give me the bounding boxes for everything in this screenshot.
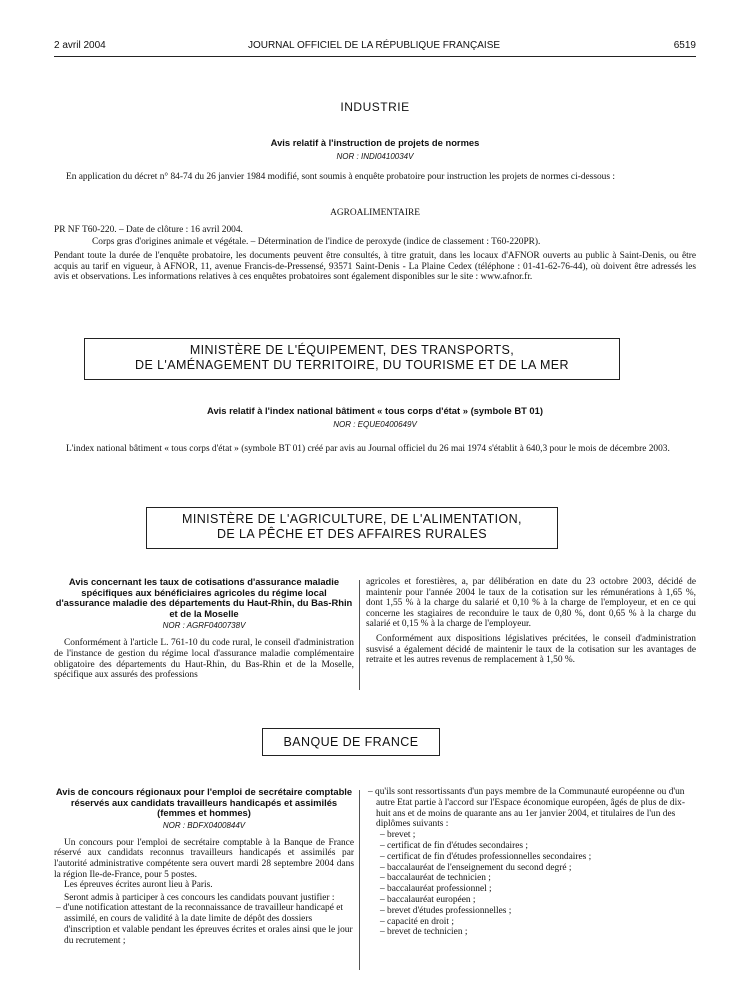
ministry-box-equipement-line1: MINISTÈRE DE L'ÉQUIPEMENT, DES TRANSPORTS, [189, 343, 515, 357]
diploma-item: – brevet ; [378, 830, 696, 841]
diploma-list [378, 830, 696, 938]
banque-column-divider [359, 790, 360, 970]
ministry-title-industrie: INDUSTRIE [340, 100, 410, 114]
banque-right-column [366, 787, 696, 938]
ministry-box-banque [262, 728, 440, 756]
agriculture-paragraph-3: Conformément aux dispositions législatives précitées, le conseil d'administration susvisé a également décidé de maintenir le taux de la cotisation sur les avantages de retraite et les autres revenus de remplacement à 1,50 %. [366, 633, 696, 666]
norm-reference-line: PR NF T60-220. – Date de clôture : 16 avril 2004. [54, 225, 243, 235]
ministry-box-banque-label: BANQUE DE FRANCE [283, 735, 419, 749]
header-page-number: 6519 [673, 40, 696, 51]
diploma-item: – certificat de fin d'études secondaires ; [378, 841, 696, 852]
avis-title-equipement: Avis relatif à l'index national bâtiment « tous corps d'état » (symbole BT 01) [207, 405, 543, 416]
list-item: – qu'ils sont ressortissants d'un pays membre de la Communauté européenne ou d'un autre Etat partie à l'accord sur l'Espace économique européen, âgés de plus de dix-huit ans et de moins de quarante ans au 1er janvier 2004, et titulaires de l'un des diplômes suivants : [366, 787, 696, 830]
avis-title-banque: Avis de concours régionaux pour l'emploi de secrétaire comptable réservés aux candidats travailleurs handicapés et assimilés (femmes et hommes) [55, 786, 353, 819]
nor-reference-industrie: NOR : INDI0410034V [336, 152, 414, 161]
diploma-item: – baccalauréat professionnel ; [378, 884, 696, 895]
agriculture-left-column [54, 577, 354, 681]
banque-left-list [54, 903, 354, 946]
diploma-item: – baccalauréat de technicien ; [378, 873, 696, 884]
ministry-box-equipement-line2: DE L'AMÉNAGEMENT DU TERRITOIRE, DU TOURISME ET DE LA MER [135, 358, 569, 372]
diploma-item: – capacité en droit ; [378, 917, 696, 928]
banque-paragraph-3: Seront admis à participer à ces concours les candidats pouvant justifier : [64, 892, 335, 903]
banque-right-list [366, 787, 696, 830]
header-date: 2 avril 2004 [54, 40, 106, 51]
agriculture-right-column [366, 577, 696, 666]
banque-left-column [54, 787, 354, 947]
agriculture-paragraph-1: Conformément à l'article L. 761-10 du code rural, le conseil d'administration de l'instance de gestion du régime local d'assurance maladie complémentaire obligatoire des départements du Haut-Rhin, du Bas-Rhin et de la Moselle, spécifique aux assurés des professions [54, 638, 354, 681]
afnor-info-paragraph: Pendant toute la durée de l'enquête probatoire, les documents peuvent être consultés, à titre gratuit, dans les locaux d'AFNOR ouverts au public à Saint-Denis, ou être acquis au tarif en vigueur, à AFNOR, 11, avenue Francis-de-Pressensé, 93571 Saint-Denis - La Plaine Cedex (téléphone : 01-41-62-76-44), où doivent être adressés les avis et observations. Les informations relatives à ces enquêtes probatoires sont également disponibles sur le site : www.afnor.fr. [54, 251, 696, 283]
banque-paragraph-2: Les épreuves écrites auront lieu à Paris. [64, 880, 213, 891]
norm-description-line: Corps gras d'origines animale et végétale. – Détermination de l'indice de peroxyde (indice de classement : T60-220PR). [92, 237, 541, 247]
ministry-box-equipement [84, 338, 620, 380]
ministry-box-agriculture-line1: MINISTÈRE DE L'AGRICULTURE, DE L'ALIMENTATION, [182, 512, 522, 526]
nor-reference-banque: NOR : BDFX0400844V [162, 820, 246, 830]
section-heading-agroalimentaire: AGROALIMENTAIRE [330, 208, 420, 218]
agriculture-column-divider [359, 580, 360, 690]
diploma-item: – certificat de fin d'études professionnelles secondaires ; [378, 852, 696, 863]
avis-title-industrie: Avis relatif à l'instruction de projets de normes [270, 137, 480, 148]
list-item: – d'une notification attestant de la reconnaissance de travailleur handicapé et assimilé, en cours de validité à la date limite de dépôt des dossiers d'inscription et valable pendant les épreuves écrites et orales ainsi que le jour du recrutement ; [54, 903, 354, 946]
intro-paragraph-industrie: En application du décret n° 84-74 du 26 janvier 1984 modifié, sont soumis à enquête probatoire pour instruction les projets de normes ci-dessous : [66, 172, 615, 182]
diploma-item: – baccalauréat de l'enseignement du second degré ; [378, 863, 696, 874]
ministry-box-agriculture-line2: DE LA PÊCHE ET DES AFFAIRES RURALES [216, 527, 488, 541]
header-rule [54, 56, 696, 57]
diploma-item: – brevet de technicien ; [378, 927, 696, 938]
banque-paragraph-1: Un concours pour l'emploi de secrétaire comptable à la Banque de France réservé aux candidats reconnus travailleurs handicapés et assimilés par l'autorité administrative compétente sera ouvert mardi 28 septembre 2004 dans la région Ile-de-France, pour 5 postes. [54, 837, 354, 880]
header-journal-title: JOURNAL OFFICIEL DE LA RÉPUBLIQUE FRANÇAISE [247, 40, 501, 51]
nor-reference-equipement: NOR : EQUE0400649V [333, 420, 417, 429]
avis-title-agriculture: Avis concernant les taux de cotisations d'assurance maladie spécifiques aux bénéficiaires agricoles du régime local d'assurance maladie des départements du Haut-Rhin, du Bas-Rhin et de la Moselle [55, 576, 353, 619]
nor-reference-agriculture: NOR : AGRF0400738V [162, 621, 246, 631]
index-paragraph-equipement: L'index national bâtiment « tous corps d'état » (symbole BT 01) créé par avis au Journal officiel du 26 mai 1974 s'établit à 640,3 pour le mois de décembre 2003. [66, 444, 670, 454]
diploma-item: – baccalauréat européen ; [378, 895, 696, 906]
diploma-item: – brevet d'études professionnelles ; [378, 906, 696, 917]
agriculture-paragraph-2: agricoles et forestières, a, par délibération en date du 23 octobre 2003, décidé de maintenir pour l'année 2004 le taux de la cotisation sur les rémunérations à 1,65 %, dont 1,55 % à la charge du salarié et 0,10 % à la charge de l'employeur, et en ce qui concerne les stagiaires de reconduire le taux de 0,80 %, dont 0,65 % à la charge du salarié et 0,15 % à la charge de l'employeur. [366, 577, 696, 630]
ministry-box-agriculture [146, 507, 558, 549]
